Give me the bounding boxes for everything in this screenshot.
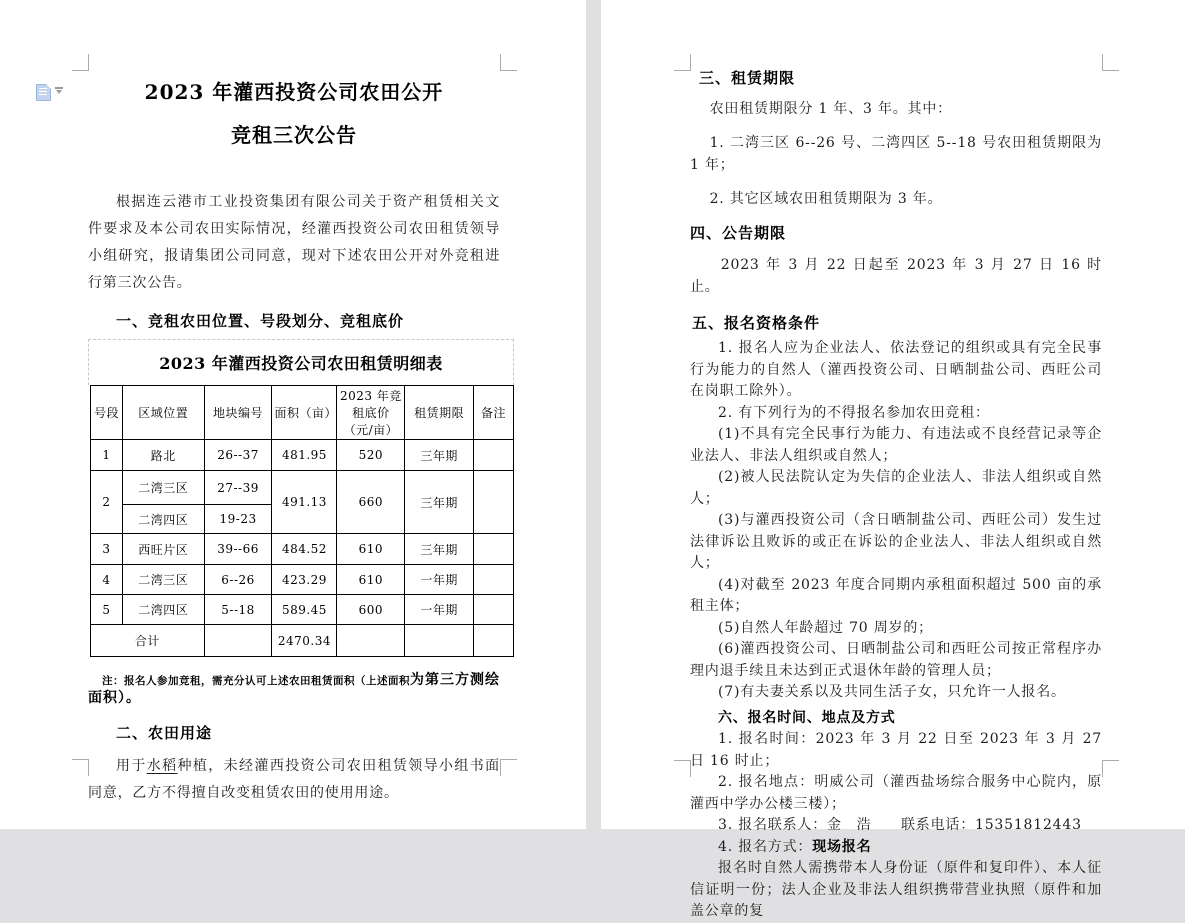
paste-options-button[interactable]	[34, 82, 66, 100]
usage-text: 用于	[116, 758, 147, 774]
document-page-right	[601, 0, 1185, 919]
document-icon	[36, 84, 51, 101]
table-cell	[204, 625, 272, 657]
table-cell: 2	[91, 471, 123, 534]
table-cell: 1	[91, 440, 123, 471]
right-page-content	[690, 70, 1102, 923]
table-cell: 19-23	[204, 505, 272, 534]
table-cell	[405, 625, 474, 657]
registration-place-item: 2. 报名地点：明威公司（灌西盐场综合服务中心院内，原灌西中学办公楼三楼）；	[690, 774, 1102, 812]
table-cell: 5--18	[204, 595, 272, 625]
table-cell: 600	[337, 595, 405, 625]
table-header-row	[91, 386, 514, 440]
document-title-line1: 2023 年灌西投资公司农田公开	[144, 80, 444, 104]
table-cell: 三年期	[405, 471, 474, 534]
table-cell	[474, 471, 514, 534]
table-cell: 三年期	[405, 534, 474, 565]
section-heading-2: 二、农田用途	[116, 724, 213, 742]
qualification-item-4: (4)对截至 2023 年度合同期内承租面积超过 500 亩的承租主体；	[690, 576, 1102, 614]
usage-text: 种植，未经灌西投资公司农田租赁领导小组书面同意，乙方不得擅自改变租赁农田的使用用途。	[88, 758, 500, 801]
usage-underlined-term: 水稻	[146, 758, 178, 774]
section-heading-6: 六、报名时间、地点及方式	[718, 709, 896, 726]
table-cell: 西旺片区	[122, 534, 204, 565]
qualification-item-2: (2)被人民法院认定为失信的企业法人、非法人组织或自然人；	[690, 469, 1102, 507]
qualification-item-1: (1)不具有完全民事行为能力、有违法或不良经营记录等企业法人、非法人组织或自然人；	[690, 426, 1102, 464]
qualification-paragraph-1: 1. 报名人应为企业法人、依法登记的组织或具有完全民事行为能力的自然人（灌西投资公司、日晒制盐公司、西旺公司在岗职工除外）。	[690, 340, 1102, 399]
margin-mark-bottom-right	[1102, 760, 1119, 777]
table-cell: 二湾三区	[122, 471, 204, 505]
table-cell: 589.45	[272, 595, 337, 625]
table-cell: 5	[91, 595, 123, 625]
note-text-large: 为第三方测绘面积）。	[88, 672, 500, 706]
header-cell-location: 区域位置	[122, 386, 204, 440]
lease-term-paragraph: 农田租赁期限分 1 年、3 年。其中：	[709, 101, 952, 117]
section-heading-5: 五、报名资格条件	[692, 314, 821, 332]
document-title-line2: 竞租三次公告	[231, 123, 357, 147]
table-cell: 二湾四区	[122, 505, 204, 534]
intro-paragraph: 根据连云港市工业投资集团有限公司关于资产租赁相关文件要求及本公司农田实际情况，经灌西投资公司农田租赁领导小组研究，报请集团公司同意，现对下述农田公开对外竞租进行第三次公告。	[88, 194, 500, 291]
table-cell: 3	[91, 534, 123, 565]
qualification-item-3: (3)与灌西投资公司（含日晒制盐公司、西旺公司）发生过法律诉讼且败诉的或正在诉讼的企业法人、非法人组织或自然人；	[690, 512, 1102, 571]
table-cell: 27--39	[204, 471, 272, 505]
margin-mark-bottom-left	[674, 760, 691, 777]
margin-mark-bottom-right	[500, 759, 517, 776]
table-cell: 路北	[122, 440, 204, 471]
total-area-cell: 2470.34	[272, 625, 337, 657]
table-cell	[474, 595, 514, 625]
section-heading-4: 四、公告期限	[690, 224, 787, 242]
table-cell: 二湾四区	[122, 595, 204, 625]
table-cell: 二湾三区	[122, 565, 204, 595]
table-note	[88, 671, 500, 707]
table-cell	[474, 440, 514, 471]
registration-contact-item: 3. 报名联系人：金 浩 联系电话：15351812443	[718, 817, 1082, 833]
lease-term-item-2: 2. 其它区域农田租赁期限为 3 年。	[709, 191, 943, 207]
table-title-frame	[88, 339, 514, 385]
table-cell: 423.29	[272, 565, 337, 595]
qualification-paragraph-2: 2. 有下列行为的不得报名参加农田竞租：	[718, 404, 990, 421]
table-cell: 一年期	[405, 595, 474, 625]
table-cell	[337, 625, 405, 657]
table-cell: 481.95	[272, 440, 337, 471]
table-row	[91, 595, 514, 625]
margin-mark-top-right	[1102, 54, 1119, 71]
margin-mark-bottom-left	[72, 759, 89, 776]
header-cell-base-price: 2023 年竞租底价（元/亩）	[337, 386, 405, 440]
table-cell: 6--26	[204, 565, 272, 595]
dropdown-arrow-icon	[55, 87, 63, 95]
table-cell	[474, 565, 514, 595]
farmland-rental-table	[90, 385, 514, 657]
table-title: 2023 年灌西投资公司农田租赁明细表	[159, 354, 443, 373]
document-page-left	[0, 0, 586, 829]
qualification-item-6: (6)灌西投资公司、日晒制盐公司和西旺公司按正常程序办理内退手续且未达到正式退休年龄的管理人员；	[690, 641, 1102, 679]
qualification-item-7: (7)有夫妻关系以及共同生活子女，只允许一人报名。	[718, 684, 1066, 700]
table-cell: 一年期	[405, 565, 474, 595]
table-row	[91, 534, 514, 565]
header-cell-area: 面积（亩）	[272, 386, 337, 440]
registration-documents-paragraph: 报名时自然人需携带本人身份证（原件和复印件）、本人征信证明一份；法人企业及非法人组织携带营业执照（原件和加盖公章的复	[690, 860, 1102, 919]
registration-method-value: 现场报名	[812, 838, 872, 855]
lease-term-item-1: 1. 二湾三区 6--26 号、二湾四区 5--18 号农田租赁期限为 1 年；	[690, 135, 1102, 173]
table-total-row	[91, 625, 514, 657]
table-row	[91, 565, 514, 595]
table-cell: 26--37	[204, 440, 272, 471]
table-cell: 491.13	[272, 471, 337, 534]
section-heading-3: 三、租赁期限	[699, 69, 796, 87]
header-cell-segment: 号段	[91, 386, 123, 440]
section-heading-1: 一、竞租农田位置、号段划分、竞租底价	[116, 312, 405, 330]
table-cell: 484.52	[272, 534, 337, 565]
table-cell	[474, 534, 514, 565]
table-row	[91, 471, 514, 505]
table-cell: 39--66	[204, 534, 272, 565]
header-cell-lease-term: 租赁期限	[405, 386, 474, 440]
announcement-period-paragraph: 2023 年 3 月 22 日起至 2023 年 3 月 27 日 16 时止。	[690, 257, 1102, 295]
total-label-cell: 合计	[91, 625, 205, 657]
registration-method-label: 4. 报名方式：	[718, 838, 813, 855]
margin-mark-top-left	[674, 54, 691, 71]
note-text-small: 注：报名人参加竞租，需充分认可上述农田租赁面积（上述面积	[102, 675, 410, 687]
margin-mark-top-left	[72, 54, 89, 71]
qualification-block	[690, 338, 1102, 923]
table-cell: 660	[337, 471, 405, 534]
page-gap	[586, 0, 601, 829]
table-cell: 三年期	[405, 440, 474, 471]
table-row	[91, 440, 514, 471]
table-cell: 610	[337, 534, 405, 565]
left-page-content	[88, 70, 507, 807]
registration-time-item: 1. 报名时间：2023 年 3 月 22 日至 2023 年 3 月 27 日 16 时止；	[690, 731, 1102, 769]
qualification-item-5: (5)自然人年龄超过 70 周岁的；	[718, 619, 933, 636]
header-cell-remark: 备注	[474, 386, 514, 440]
registration-method-item	[690, 837, 1102, 859]
table-cell: 610	[337, 565, 405, 595]
table-cell: 4	[91, 565, 123, 595]
margin-mark-top-right	[500, 54, 517, 71]
usage-paragraph	[88, 753, 500, 807]
table-cell: 520	[337, 440, 405, 471]
header-cell-plot-number: 地块编号	[204, 386, 272, 440]
table-cell	[474, 625, 514, 657]
